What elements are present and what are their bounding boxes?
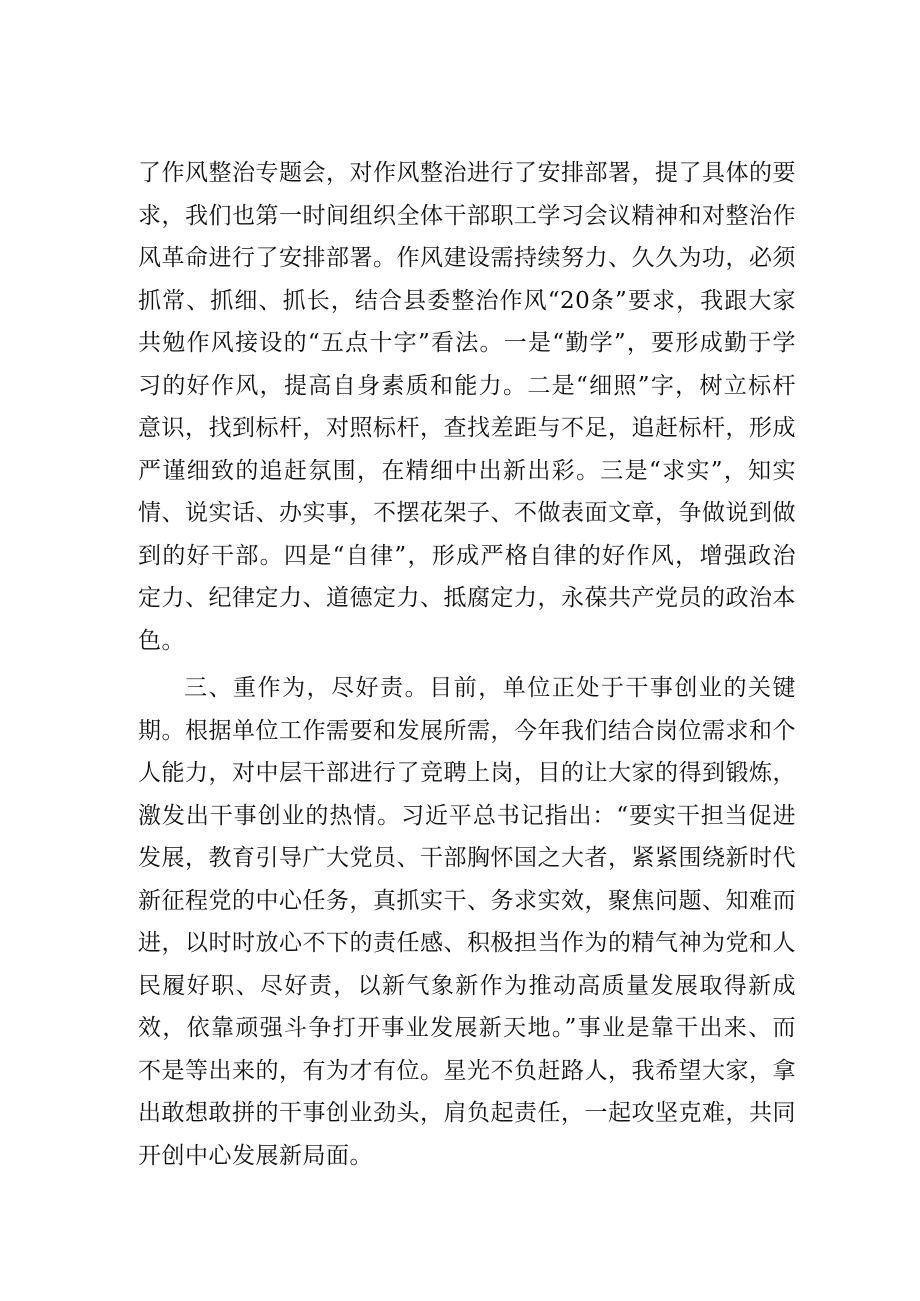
document-body [138,152,796,1177]
paragraph-section-three: 三、重作为，尽好责。目前，单位正处于干事创业的关键期。根据单位工作需要和发展所需，今年我们结合岗位需求和个人能力，对中层干部进行了竞聘上岗，目的让大家的得到锻炼，激发出干事创业的热情。习近平总书记指出：“要实干担当促进发展，教育引导广大党员、干部胸怀国之大者，紧紧围绕新时代新征程党的中心任务，真抓实干、务求实效，聚焦问题、知难而进，以时时放心不下的责任感、积极担当作为的精气神为党和人民履好职、尽好责，以新气象新作为推动高质量发展取得新成效，依靠顽强斗争打开事业发展新天地。”事业是靠干出来、而不是等出来的，有为才有位。星光不负赶路人，我希望大家，拿出敢想敢拼的干事创业劲头，肩负起责任，一起攻坚克难，共同开创中心发展新局面。 [138,675,796,1169]
paragraph-continuation: 了作风整治专题会，对作风整治进行了安排部署，提了具体的要求，我们也第一时间组织全体干部职工学习会议精神和对整治作风革命进行了安排部署。作风建设需持续努力、久久为功，必须抓常、抓细、抓长，结合县委整治作风“20条”要求，我跟大家共勉作风接设的“五点十字”看法。一是“勤学”，要形成勤于学习的好作风，提高自身素质和能力。二是“细照”字，树立标杆意识，找到标杆，对照标杆，查找差距与不足，追赶标杆，形成严谨细致的追赶氛围，在精细中出新出彩。三是“求实”，知实情、说实话、办实事，不摆花架子、不做表面文章，争做说到做到的好干部。四是“自律”，形成严格自律的好作风，增强政治定力、纪律定力、道德定力、抵腐定力，永葆共产党员的政治本色。 [138,160,796,654]
